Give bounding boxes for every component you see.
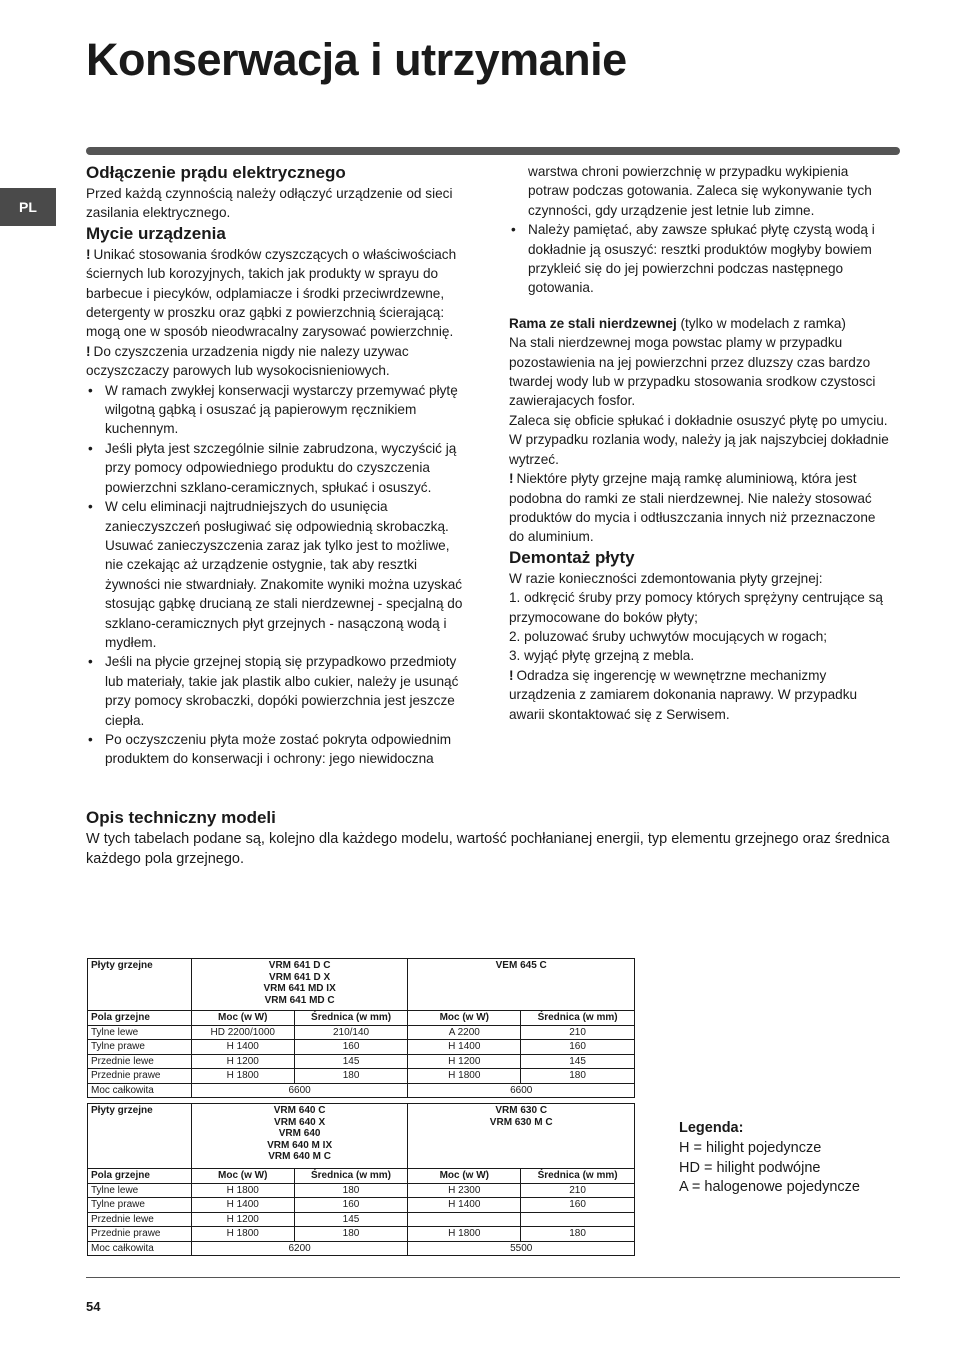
cleaning-warning-1: ! Unikać stosowania środków czyszczących o właściwościach ściernych lub korozyjnych, takich jak produkty w sprayu do barbecue i piecyków, odplamiacze i środki przeciwrdzewne, detergenty w proszku oraz gąbki z powierzchnią ścierającą: mogą one w sposób nieodwracalny zarysować powierzchnię. xyxy=(86,246,457,340)
legend-item: HD = hilight podwójne xyxy=(679,1159,821,1176)
header-divider xyxy=(86,147,900,155)
steel-frame-text-2: Zaleca się obficie spłukać i dokładnie osuszyć płytę po umyciu. W przypadku rozlania wody, należy ją jak najszybciej dokładnie wytrzeć. xyxy=(509,412,889,467)
model-group-a: VRM 641 D C VRM 641 D X VRM 641 MD IX VRM 641 MD C xyxy=(191,959,408,1011)
list-item-continued: warstwa chroni powierzchnię w przypadku wykipienia potraw podczas gotowania. Zaleca się wykonywanie tych czynności, gdy urządzenie jest letnie lub zimne. xyxy=(528,164,872,218)
fields-label: Pola grzejne xyxy=(88,1169,192,1184)
removal-step: 1. odkręcić śruby przy pomocy których sprężyny centrujące są przymocowane do boków płyty; xyxy=(509,590,883,625)
spec-table-2 xyxy=(87,1103,635,1256)
table-row: Przednie prawe H 1800 180 H 1800 180 xyxy=(88,1069,635,1084)
removal-step: 2. poluzować śruby uchwytów mocujących w rogach; xyxy=(509,628,828,644)
table-row: Tylne lewe H 1800 180 H 2300 210 xyxy=(88,1183,635,1198)
list-item: • W ramach zwykłej konserwacji wystarczy przemywać płytę wilgotną gąbką i osuszać ją papierowym ręcznikiem kuchennym. xyxy=(86,381,466,439)
legend xyxy=(679,1119,860,1198)
left-column xyxy=(86,162,466,769)
model-group-a: VRM 640 C VRM 640 X VRM 640 VRM 640 M IX VRM 640 M C xyxy=(191,1104,408,1169)
disconnect-heading: Odłączenie prądu elektrycznego xyxy=(86,163,346,182)
column-header: Moc (w W) xyxy=(408,1169,521,1184)
column-header: Moc (w W) xyxy=(408,1011,521,1026)
table-row: Tylne prawe H 1400 160 H 1400 160 xyxy=(88,1198,635,1213)
column-header: Średnica (w mm) xyxy=(294,1169,408,1184)
column-header: Moc (w W) xyxy=(191,1169,294,1184)
column-header: Średnica (w mm) xyxy=(294,1011,408,1026)
column-header: Średnica (w mm) xyxy=(521,1011,635,1026)
cleaning-heading: Mycie urządzenia xyxy=(86,223,226,243)
steel-frame-title: Rama ze stali nierdzewnej (tylko w modelach z ramka) xyxy=(509,315,846,331)
plates-label: Płyty grzejne xyxy=(88,959,192,1011)
table-row: Przednie lewe H 1200 145 xyxy=(88,1212,635,1227)
spec-table-1 xyxy=(87,958,635,1098)
list-item: • W celu eliminacji najtrudniejszych do usunięcia zanieczyszczeń posługiwać się odpowiednią skrobaczką. Usuwać zanieczyszczenia zaraz jak tylko jest to możliwe, nie czekając aż urządzenie ostygnie, tak aby resztki żywności nie stwardniały. Znakomite wyniki można uzyskać stosując gąbkę drucianą ze stali nierdzewnej - specjalną do szklano-ceramicznych płyt grzejnych - nasączoną wodą i mydłem. xyxy=(86,497,466,652)
model-group-b: VRM 630 C VRM 630 M C xyxy=(408,1104,635,1169)
warning-icon: ! xyxy=(509,667,514,683)
column-header: Średnica (w mm) xyxy=(521,1169,635,1184)
spec-heading: Opis techniczny modeli xyxy=(86,808,276,827)
spec-intro: W tych tabelach podane są, kolejno dla każdego modelu, wartość pochłanianej energii, typ elementu grzejnego oraz średnica każdego pola grzejnego. xyxy=(86,831,890,867)
cleaning-warning-2: ! Do czyszczenia urzadzenia nigdy nie nalezy uzywac oczyszczaczy parowych lub wysokocisnieniowych. xyxy=(86,343,409,379)
language-tab: PL xyxy=(0,188,56,226)
removal-intro: W razie konieczności zdemontowania płyty grzejnej: xyxy=(509,570,823,586)
table-row: Tylne prawe H 1400 160 H 1400 160 xyxy=(88,1040,635,1055)
removal-warning: ! Odradza się ingerencję w wewnętrzne mechanizmy urządzenia z zamiarem dokonania naprawy. W przypadku awarii skontaktować się z Serwisem. xyxy=(509,667,858,722)
page-title: Konserwacja i utrzymanie xyxy=(86,34,627,85)
list-item: • Po oczyszczeniu płyta może zostać pokryta odpowiednim produktem do konserwacji i ochrony: jego niewidoczna xyxy=(86,730,466,769)
list-item: • Jeśli płyta jest szczególnie silnie zabrudzona, wyczyścić ją przy pomocy odpowiedniego produktu do czyszczenia powierzchni szklano-ceramicznych, spłukać i osuszyć. xyxy=(86,439,466,497)
table-row: Tylne lewe HD 2200/1000 210/140 A 2200 210 xyxy=(88,1025,635,1040)
warning-icon: ! xyxy=(86,246,91,262)
warning-icon: ! xyxy=(86,343,91,359)
legend-item: H = hilight pojedyncze xyxy=(679,1139,822,1156)
right-column xyxy=(509,162,891,724)
table-row: Przednie lewe H 1200 145 H 1200 145 xyxy=(88,1054,635,1069)
removal-step: 3. wyjąć płytę grzejną z mebla. xyxy=(509,648,695,664)
fields-label: Pola grzejne xyxy=(88,1011,192,1026)
removal-heading: Demontaż płyty xyxy=(509,547,635,567)
disconnect-text: Przed każdą czynnością należy odłączyć urządzenie od sieci zasilania elektrycznego. xyxy=(86,186,453,221)
plates-label: Płyty grzejne xyxy=(88,1104,192,1169)
list-item: • Jeśli na płycie grzejnej stopią się przypadkowo przedmioty lub materiały, takie jak plastik albo cukier, należy je usunąć przy pomocy skrobaczki, dopóki powierzchnia jest jeszcze ciepła. xyxy=(86,652,466,730)
footer-divider xyxy=(86,1277,900,1278)
legend-item: A = halogenowe pojedyncze xyxy=(679,1179,860,1196)
table-row: Przednie prawe H 1800 180 H 1800 180 xyxy=(88,1227,635,1242)
steel-frame-text-1: Na stali nierdzewnej moga powstac plamy w przypadku pozostawienia na jej powierzchni przez dluzszy czas bardzo twardej wody lub w przypadku stosowania srodkow czystosci zawierajacych fosfor. xyxy=(509,335,876,409)
total-row: Moc całkowita 6600 6600 xyxy=(88,1083,635,1098)
model-group-b: VEM 645 C xyxy=(408,959,635,1011)
warning-icon: ! xyxy=(509,471,514,487)
legend-title: Legenda: xyxy=(679,1120,744,1136)
page-number: 54 xyxy=(86,1299,101,1314)
spec-section xyxy=(86,807,896,869)
list-item: • Należy pamiętać, aby zawsze spłukać płytę czystą wodą i dokładnie ją osuszyć: resztki produktów mogłyby bowiem przykleić się do jej powierzchni podczas następnego gotowania. xyxy=(509,220,891,298)
steel-frame-warning: ! Niektóre płyty grzejne mają ramkę aluminiową, która jest podobna do ramki ze stali nierdzewnej. Nie należy stosować produktów do mycia i odtłuszczania innych niż przeznaczone do aluminium. xyxy=(509,471,876,545)
total-row: Moc całkowita 6200 5500 xyxy=(88,1241,635,1256)
column-header: Moc (w W) xyxy=(191,1011,294,1026)
